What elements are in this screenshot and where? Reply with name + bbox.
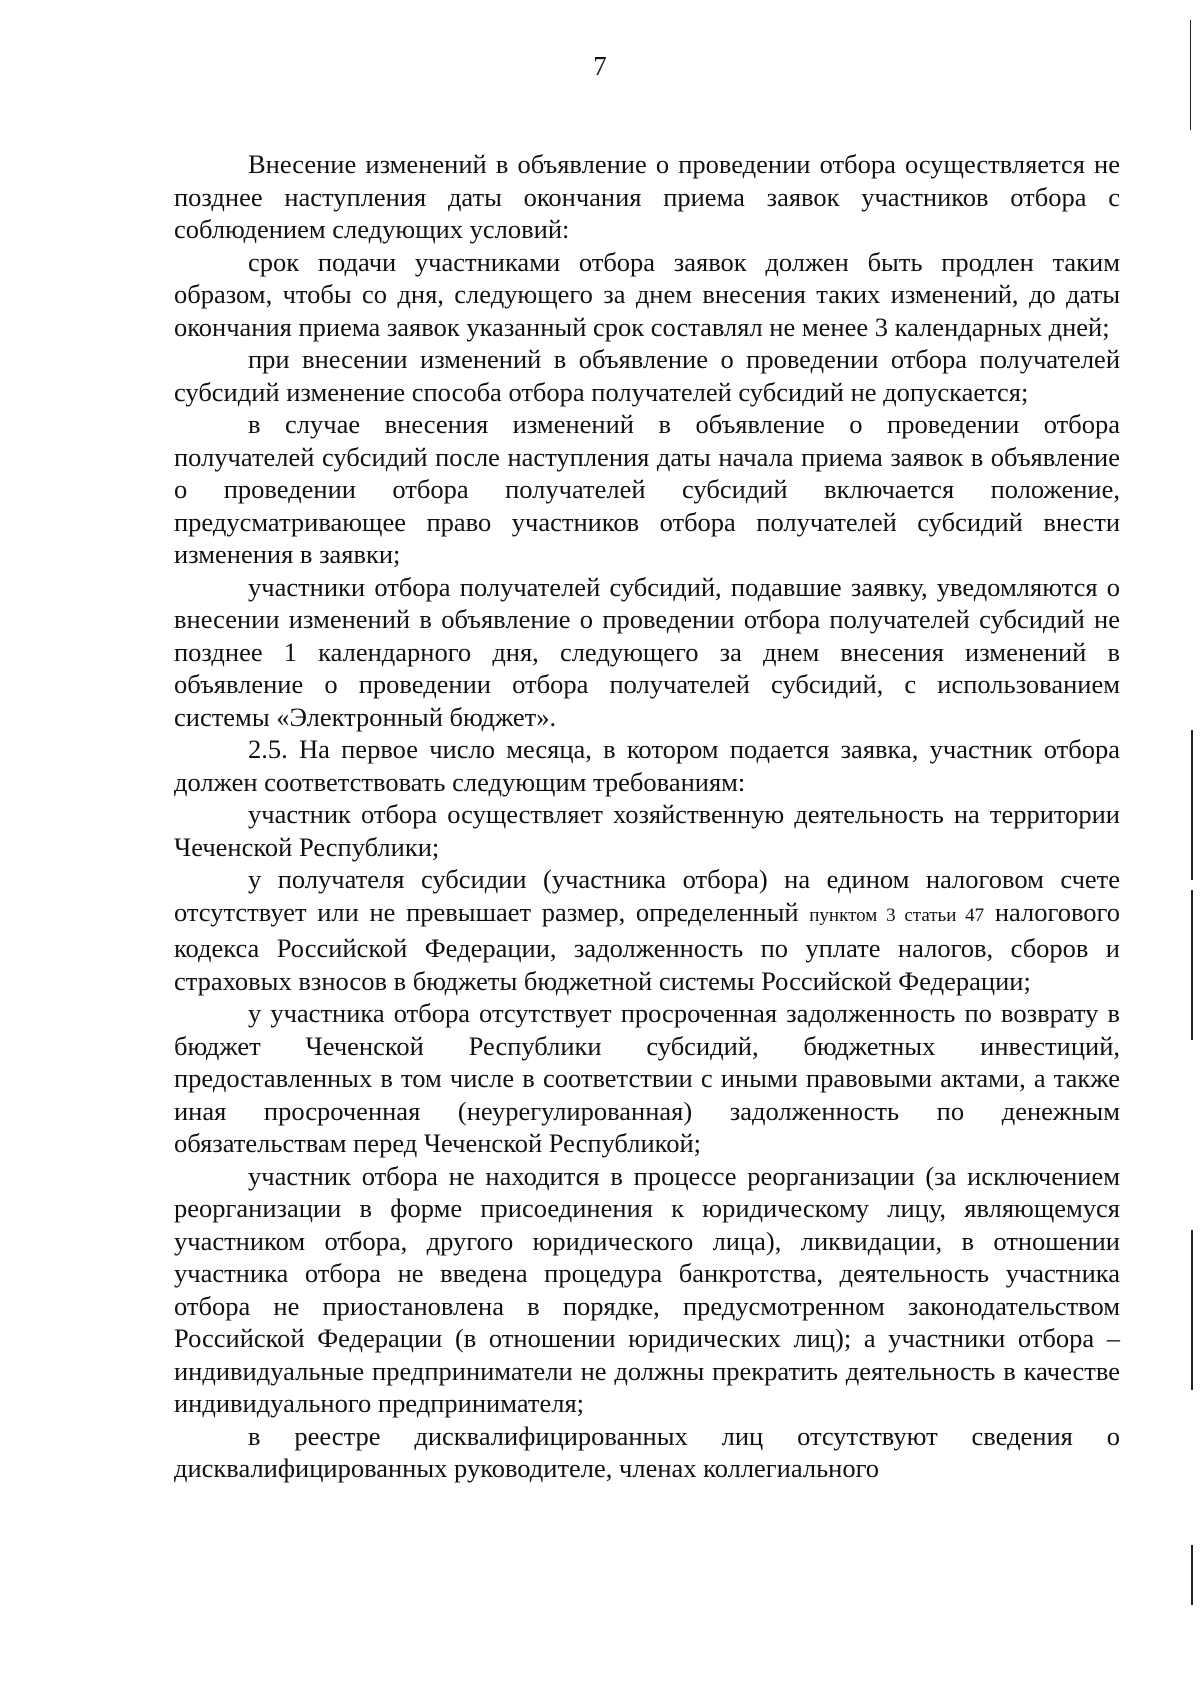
tax-debt-text-start: у получателя субсидии (участника отбора) на едином налоговом счете отсутствует или не превышает размер, определенный <box>174 864 1120 927</box>
scan-edge-line-bottom <box>1191 1545 1193 1605</box>
paragraph-requirement-disqualified: в реестре дисквалифицированных лиц отсутствуют сведения о дисквалифицированных руководителе, членах коллегиального <box>174 1420 1120 1483</box>
document-body <box>174 148 1120 1485</box>
scan-edge-line-upper <box>1191 730 1193 880</box>
paragraph-requirement-reorganization: участник отбора не находится в процессе реорганизации (за исключением реорганизации в форме присоединения к юридическому лицу, являющемуся участником отбора, другого юридического лица), ликвидации, в отношении участника отбора не введена процедура банкротства, деятельность участника отбора не приостановлена в порядке, предусмотренном законодательством Российской Федерации (в отношении юридических лиц); а участники отбора – индивидуальные предприниматели не должны прекратить деятельность в качестве индивидуального предпринимателя; <box>174 1160 1120 1418</box>
paragraph-requirement-tax-debt <box>174 863 1120 997</box>
paragraph-requirement-overdue-debt: у участника отбора отсутствует просроченная задолженность по возврату в бюджет Чеченской Республики субсидий, бюджетных инвестиций, предоставленных в том числе в соответствии с иными правовыми актами, а также иная просроченная (неурегулированная) задолженность по денежным обязательствам перед Чеченской Республикой; <box>174 998 1120 1158</box>
paragraph-amendments-intro: Внесение изменений в объявление о проведении отбора осуществляется не позднее наступления даты окончания приема заявок участников отбора с соблюдением следующих условий: <box>174 149 1120 244</box>
paragraph-deadline-extension: срок подачи участниками отбора заявок должен быть продлен таким образом, чтобы со дня, следующего за днем внесения таких изменений, до даты окончания приема заявок указанный срок составлял не менее 3 календарных дней; <box>174 246 1120 342</box>
scan-edge-line-lower <box>1191 1230 1193 1390</box>
tax-code-reference: пунктом 3 статьи 47 <box>809 904 985 926</box>
paragraph-requirement-territory: участник отбора осуществляет хозяйственную деятельность на территории Чеченской Республики; <box>174 799 1120 862</box>
paragraph-participant-notification: участники отбора получателей субсидий, подавшие заявку, уведомляются о внесении изменений в объявление о проведении отбора получателей субсидий не позднее 1 календарного дня, следующего за днем внесения изменений в объявление о проведении отбора получателей субсидий, с использованием системы «Электронный бюджет». <box>174 571 1120 732</box>
scan-edge-line-top <box>1190 20 1191 130</box>
paragraph-section-2-5: 2.5. На первое число месяца, в котором подается заявка, участник отбора должен соответствовать следующим требованиям: <box>174 734 1120 797</box>
page-number: 7 <box>593 51 607 81</box>
scan-edge-line-middle <box>1191 890 1193 1040</box>
paragraph-application-changes: в случае внесения изменений в объявление о проведении отбора получателей субсидий после наступления даты начала приема заявок в объявление о проведении отбора получателей субсидий включается положение, предусматривающее право участников отбора получателей субсидий внести изменения в заявки; <box>174 409 1120 569</box>
tax-debt-text-end: налогового кодекса Российской Федерации, задолженность по уплате налогов, сборов и страховых взносов в бюджеты бюджетной системы Российской Федерации; <box>174 896 1120 996</box>
paragraph-selection-method: при внесении изменений в объявление о проведении отбора получателей субсидий изменение способа отбора получателей субсидий не допускается; <box>174 344 1120 407</box>
